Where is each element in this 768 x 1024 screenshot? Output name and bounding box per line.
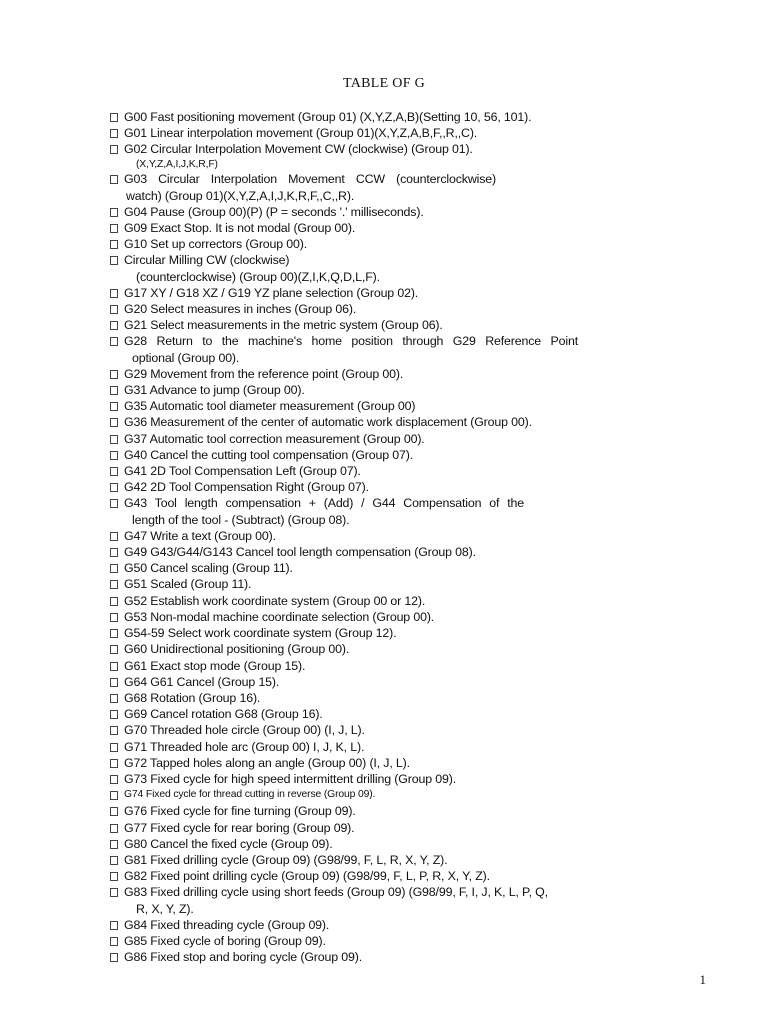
list-item <box>110 560 590 576</box>
checkbox-icon <box>110 113 118 122</box>
list-item <box>110 690 590 706</box>
list-item <box>110 949 590 965</box>
item-text: G52 Establish work coordinate system (Group 00 or 12). <box>124 593 426 608</box>
list-item <box>110 109 590 125</box>
checkbox-icon <box>110 856 118 865</box>
item-text: G80 Cancel the fixed cycle (Group 09). <box>124 836 333 851</box>
item-text: G72 Tapped holes along an angle (Group 00) (I, J, L). <box>124 755 410 770</box>
item-text: G71 Threaded hole arc (Group 00) I, J, K, L). <box>124 739 365 754</box>
checkbox-icon <box>110 321 118 330</box>
list-item <box>110 204 590 220</box>
list-item <box>110 301 590 317</box>
item-text: Circular Milling CW (clockwise) <box>124 253 290 268</box>
item-text: G03 Circular Interpolation Movement CCW (counterclockwise) <box>124 172 496 187</box>
item-text: G36 Measurement of the center of automatic work displacement (Group 00). <box>124 415 532 430</box>
checkbox-icon <box>110 370 118 379</box>
list-item <box>110 171 590 203</box>
checkbox-icon <box>110 129 118 138</box>
item-text: G02 Circular Interpolation Movement CW (clockwise) (Group 01). <box>124 142 473 157</box>
checkbox-icon <box>110 597 118 606</box>
checkbox-icon <box>110 289 118 298</box>
list-item <box>110 544 590 560</box>
list-item <box>110 576 590 592</box>
item-text-continued: (counterclockwise) (Group 00)(Z,I,K,Q,D,L,F). <box>136 269 380 284</box>
item-text: G43 Tool length compensation + (Add) / G44 Compensation of the <box>124 496 524 511</box>
checkbox-icon <box>110 840 118 849</box>
item-text: G76 Fixed cycle for fine turning (Group 09). <box>124 804 356 819</box>
item-text: G31 Advance to jump (Group 00). <box>124 383 305 398</box>
item-text-continued: (X,Y,Z,A,I,J,K,R,F) <box>136 158 218 170</box>
list-item <box>110 317 590 333</box>
item-text: G82 Fixed point drilling cycle (Group 09) (G98/99, F, L, P, R, X, Y, Z). <box>124 869 490 884</box>
checkbox-icon <box>110 694 118 703</box>
item-text: G77 Fixed cycle for rear boring (Group 09). <box>124 820 355 835</box>
item-text: G50 Cancel scaling (Group 11). <box>124 561 293 576</box>
checkbox-icon <box>110 824 118 833</box>
checkbox-icon <box>110 532 118 541</box>
list-item <box>110 609 590 625</box>
checkbox-icon <box>110 564 118 573</box>
list-item <box>110 366 590 382</box>
checkbox-icon <box>110 645 118 654</box>
checkbox-icon <box>110 613 118 622</box>
item-text: G81 Fixed drilling cycle (Group 09) (G98/99, F, L, R, X, Y, Z). <box>124 852 448 867</box>
list-item <box>110 787 590 803</box>
item-text: G64 G61 Cancel (Group 15). <box>124 674 280 689</box>
item-text: G85 Fixed cycle of boring (Group 09). <box>124 933 326 948</box>
list-item <box>110 495 590 527</box>
item-text: G37 Automatic tool correction measurement (Group 00). <box>124 431 425 446</box>
list-item <box>110 414 590 430</box>
item-text: G61 Exact stop mode (Group 15). <box>124 658 306 673</box>
item-text: G83 Fixed drilling cycle using short feeds (Group 09) (G98/99, F, I, J, K, L, P, Q, <box>124 885 548 900</box>
checkbox-icon <box>110 580 118 589</box>
checkbox-icon <box>110 256 118 265</box>
item-text-continued: R, X, Y, Z). <box>136 901 194 916</box>
list-item <box>110 333 590 365</box>
list-item <box>110 528 590 544</box>
checkbox-icon <box>110 743 118 752</box>
list-item <box>110 125 590 141</box>
item-text: G00 Fast positioning movement (Group 01) (X,Y,Z,A,B)(Setting 10, 56, 101). <box>124 110 532 124</box>
item-text: G49 G43/G44/G143 Cancel tool length compensation (Group 08). <box>124 545 476 560</box>
list-item <box>110 236 590 252</box>
g-code-list <box>110 109 590 965</box>
item-text-continued: optional (Group 00). <box>132 350 240 365</box>
item-text: G41 2D Tool Compensation Left (Group 07). <box>124 464 361 479</box>
list-item <box>110 674 590 690</box>
list-item <box>110 755 590 771</box>
item-text: G28 Return to the machine's home position through G29 Reference Point <box>124 334 578 349</box>
item-text: G54-59 Select work coordinate system (Group 12). <box>124 626 397 641</box>
list-item <box>110 706 590 722</box>
checkbox-icon <box>110 418 118 427</box>
list-item <box>110 220 590 236</box>
item-text: G29 Movement from the reference point (Group 00). <box>124 366 404 381</box>
item-text: G70 Threaded hole circle (Group 00) (I, J, L). <box>124 723 365 738</box>
page-title: TABLE OF G <box>343 76 425 91</box>
item-text: G86 Fixed stop and boring cycle (Group 09). <box>124 950 363 965</box>
list-item <box>110 868 590 884</box>
item-text: G21 Select measurements in the metric system (Group 06). <box>124 318 443 333</box>
checkbox-icon <box>110 937 118 946</box>
list-item <box>110 658 590 674</box>
checkbox-icon <box>110 145 118 154</box>
item-text: G60 Unidirectional positioning (Group 00). <box>124 642 350 657</box>
item-text: G51 Scaled (Group 11). <box>124 577 252 592</box>
item-text: G47 Write a text (Group 00). <box>124 528 276 543</box>
list-item <box>110 884 590 916</box>
checkbox-icon <box>110 467 118 476</box>
item-text: G69 Cancel rotation G68 (Group 16). <box>124 707 323 722</box>
list-item <box>110 739 590 755</box>
list-item <box>110 820 590 836</box>
checkbox-icon <box>110 402 118 411</box>
checkbox-icon <box>110 629 118 638</box>
list-item <box>110 641 590 657</box>
checkbox-icon <box>110 775 118 784</box>
checkbox-icon <box>110 807 118 816</box>
list-item <box>110 771 590 787</box>
checkbox-icon <box>110 240 118 249</box>
checkbox-icon <box>110 483 118 492</box>
list-item <box>110 431 590 447</box>
item-text: G73 Fixed cycle for high speed intermittent drilling (Group 09). <box>124 771 456 786</box>
item-text: G04 Pause (Group 00)(P) (P = seconds '.' milliseconds). <box>124 204 424 219</box>
item-text: G20 Select measures in inches (Group 06). <box>124 302 357 317</box>
item-text-continued: length of the tool - (Subtract) (Group 08). <box>132 512 350 527</box>
list-item <box>110 382 590 398</box>
checkbox-icon <box>110 888 118 897</box>
item-text: G84 Fixed threading cycle (Group 09). <box>124 917 330 932</box>
checkbox-icon <box>110 208 118 217</box>
item-text: G10 Set up correctors (Group 00). <box>124 237 308 252</box>
item-text: G74 Fixed cycle for thread cutting in reverse (Group 09). <box>124 789 376 801</box>
list-item <box>110 625 590 641</box>
item-text: G09 Exact Stop. It is not modal (Group 00). <box>124 221 356 236</box>
item-text: G40 Cancel the cutting tool compensation (Group 07). <box>124 447 414 462</box>
list-item <box>110 722 590 738</box>
checkbox-icon <box>110 386 118 395</box>
list-item <box>110 141 590 171</box>
checkbox-icon <box>110 175 118 184</box>
list-item <box>110 463 590 479</box>
list-item <box>110 398 590 414</box>
checkbox-icon <box>110 953 118 962</box>
item-text: G35 Automatic tool diameter measurement (Group 00) <box>124 399 416 414</box>
item-text: G01 Linear interpolation movement (Group 01)(X,Y,Z,A,B,F,,R,,C). <box>124 126 478 141</box>
checkbox-icon <box>110 224 118 233</box>
checkbox-icon <box>110 921 118 930</box>
list-item <box>110 917 590 933</box>
checkbox-icon <box>110 337 118 346</box>
page-number: 1 <box>699 972 706 987</box>
checkbox-icon <box>110 759 118 768</box>
list-item <box>110 479 590 495</box>
list-item <box>110 285 590 301</box>
list-item <box>110 852 590 868</box>
checkbox-icon <box>110 499 118 508</box>
list-item <box>110 252 590 284</box>
checkbox-icon <box>110 305 118 314</box>
list-item <box>110 836 590 852</box>
checkbox-icon <box>110 710 118 719</box>
checkbox-icon <box>110 872 118 881</box>
checkbox-icon <box>110 451 118 460</box>
item-text: G42 2D Tool Compensation Right (Group 07). <box>124 480 369 495</box>
checkbox-icon <box>110 548 118 557</box>
list-item <box>110 447 590 463</box>
checkbox-icon <box>110 678 118 687</box>
checkbox-icon <box>110 662 118 671</box>
list-item <box>110 593 590 609</box>
item-text: G68 Rotation (Group 16). <box>124 690 261 705</box>
item-text-continued: watch) (Group 01)(X,Y,Z,A,I,J,K,R,F,,C,,R). <box>126 188 355 203</box>
checkbox-icon <box>110 726 118 735</box>
checkbox-icon <box>110 435 118 444</box>
checkbox-icon <box>110 791 118 800</box>
item-text: G53 Non-modal machine coordinate selection (Group 00). <box>124 609 435 624</box>
list-item <box>110 803 590 819</box>
item-text: G17 XY / G18 XZ / G19 YZ plane selection (Group 02). <box>124 285 419 300</box>
list-item <box>110 933 590 949</box>
